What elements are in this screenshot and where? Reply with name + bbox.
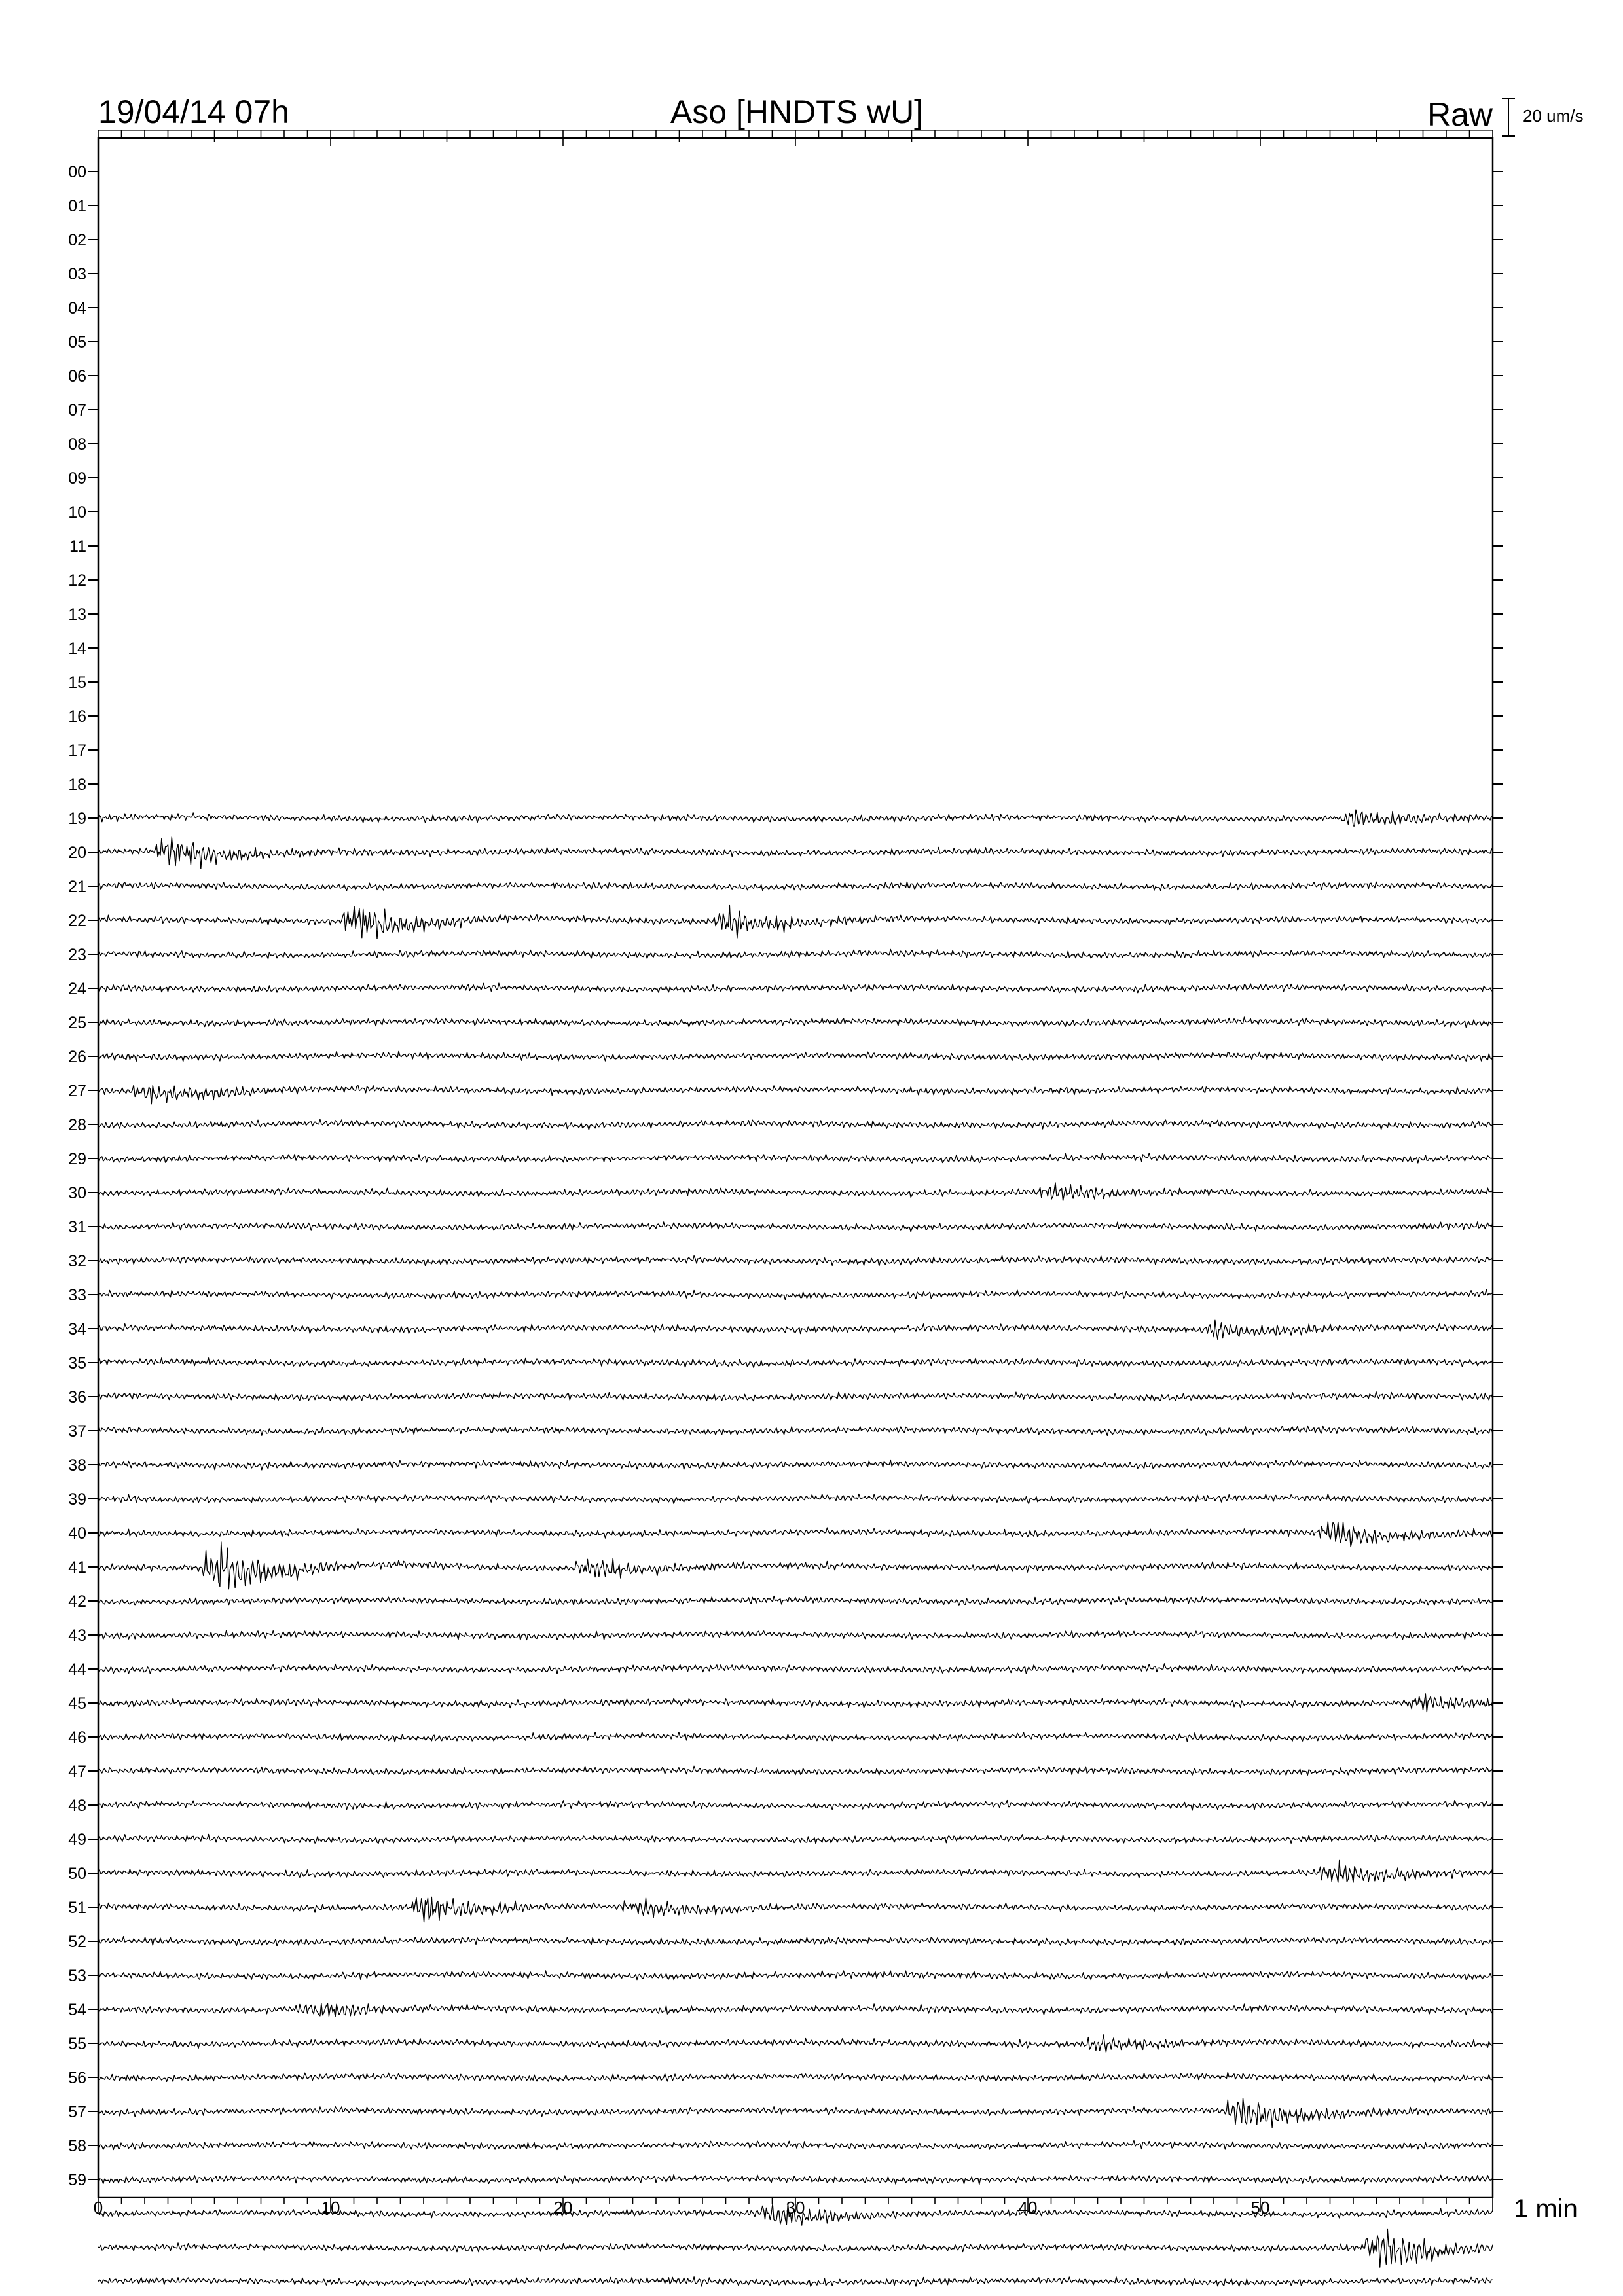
x-tick-label: 40 — [1018, 2198, 1038, 2217]
row-label: 08 — [68, 435, 86, 454]
row-label: 17 — [68, 742, 86, 760]
row-label: 46 — [68, 1729, 86, 1747]
row-label: 30 — [68, 1184, 86, 1202]
row-label: 47 — [68, 1763, 86, 1781]
row-label: 26 — [68, 1048, 86, 1066]
x-tick-label: 20 — [553, 2198, 573, 2217]
row-label: 41 — [68, 1558, 86, 1577]
header-mode: Raw — [1427, 96, 1493, 133]
row-label: 55 — [68, 2035, 86, 2053]
row-label: 27 — [68, 1082, 86, 1100]
row-label: 52 — [68, 1933, 86, 1951]
row-label: 50 — [68, 1865, 86, 1883]
row-label: 42 — [68, 1592, 86, 1611]
row-label: 43 — [68, 1626, 86, 1645]
row-label: 32 — [68, 1252, 86, 1270]
row-label: 11 — [69, 537, 86, 556]
row-label: 34 — [68, 1320, 86, 1338]
row-label: 12 — [68, 571, 86, 590]
row-label: 06 — [68, 367, 86, 386]
row-label: 36 — [68, 1388, 86, 1407]
row-label: 24 — [68, 980, 86, 998]
x-tick-label: 50 — [1250, 2198, 1270, 2217]
row-label: 03 — [68, 265, 86, 283]
row-label: 37 — [68, 1422, 86, 1441]
row-label: 49 — [68, 1831, 86, 1849]
row-label: 56 — [68, 2069, 86, 2087]
row-label: 29 — [68, 1150, 86, 1168]
row-label: 16 — [68, 708, 86, 726]
row-label: 07 — [68, 401, 86, 420]
row-label: 39 — [68, 1490, 86, 1509]
row-label: 33 — [68, 1286, 86, 1304]
row-label: 35 — [68, 1354, 86, 1372]
header-station: Aso [HNDTS wU] — [670, 94, 924, 130]
row-label: 22 — [68, 912, 86, 930]
row-label: 04 — [68, 299, 86, 317]
row-label: 19 — [68, 810, 86, 828]
row-label: 10 — [68, 503, 86, 522]
x-tick-label: 30 — [786, 2198, 805, 2217]
row-label: 01 — [68, 197, 86, 215]
row-label: 54 — [68, 2001, 86, 2019]
row-label: 21 — [68, 878, 86, 896]
row-label: 09 — [68, 469, 86, 488]
row-label: 51 — [68, 1899, 86, 1917]
row-label: 53 — [68, 1967, 86, 1985]
row-label: 14 — [68, 639, 86, 658]
row-label: 18 — [68, 776, 86, 794]
row-label: 23 — [68, 946, 86, 964]
time-unit-label: 1 min — [1514, 2195, 1578, 2223]
row-label: 57 — [68, 2103, 86, 2121]
row-label: 48 — [68, 1797, 86, 1815]
amplitude-scale-label: 20 um/s — [1523, 106, 1584, 126]
row-label: 20 — [68, 844, 86, 862]
row-label: 05 — [68, 333, 86, 351]
row-label: 25 — [68, 1014, 86, 1032]
row-label: 02 — [68, 231, 86, 249]
row-label: 38 — [68, 1456, 86, 1475]
row-label: 28 — [68, 1116, 86, 1134]
row-label: 40 — [68, 1524, 86, 1543]
row-label: 45 — [68, 1695, 86, 1713]
row-label: 00 — [68, 163, 86, 181]
x-tick-label: 0 — [93, 2198, 103, 2217]
row-label: 59 — [68, 2171, 86, 2189]
row-label: 44 — [68, 1660, 86, 1679]
row-label: 31 — [68, 1218, 86, 1236]
header-datetime: 19/04/14 07h — [98, 94, 289, 130]
row-label: 13 — [68, 605, 86, 624]
row-label: 15 — [68, 673, 86, 692]
x-tick-label: 10 — [321, 2198, 340, 2217]
row-label: 58 — [68, 2137, 86, 2155]
